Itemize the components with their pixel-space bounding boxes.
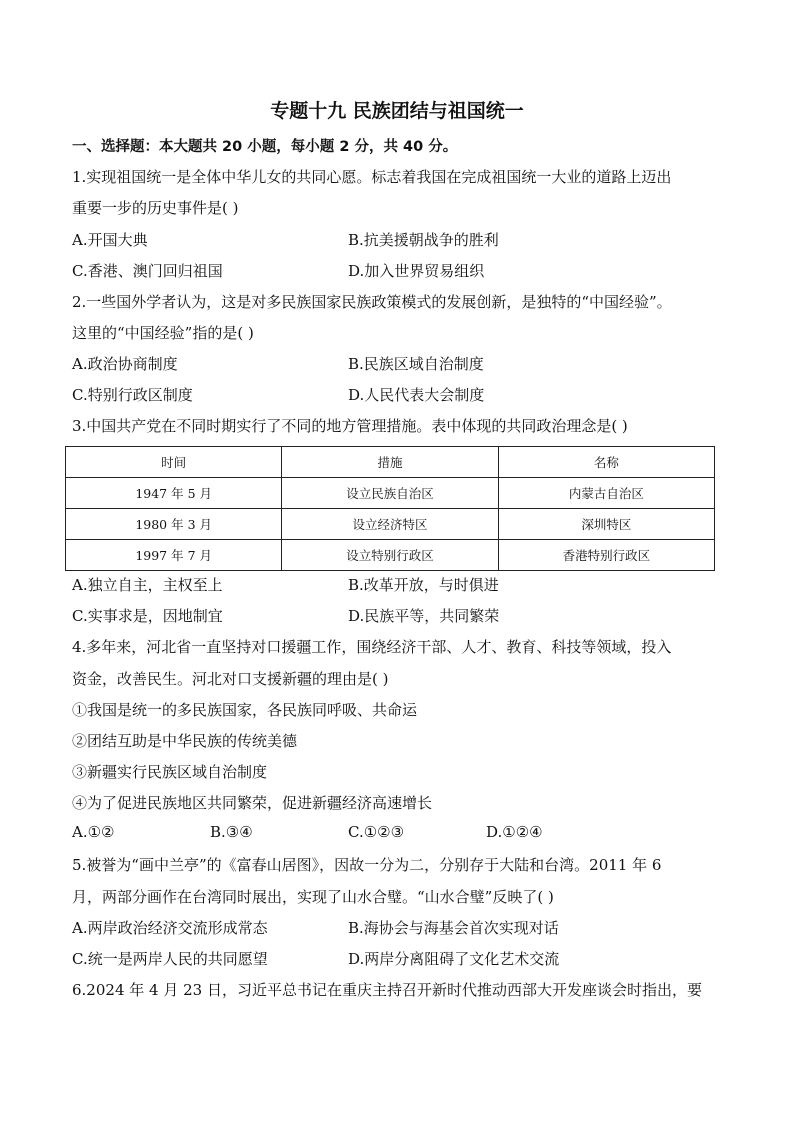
table-header-cell: 措施 <box>282 447 498 478</box>
question-2-option-b: B.民族区域自治制度 <box>348 355 484 373</box>
question-4-option-b: B.③④ <box>210 823 253 841</box>
question-3-option-b: B.改革开放，与时俱进 <box>348 576 499 594</box>
question-3-line-1: 3.中国共产党在不同时期实行了不同的地方管理措施。表中体现的共同政治理念是( ) <box>72 417 628 435</box>
question-5-option-c: C.统一是两岸人民的共同愿望 <box>72 950 268 968</box>
question-5-option-a: A.两岸政治经济交流形成常态 <box>72 919 268 937</box>
table-cell: 深圳特区 <box>498 509 714 540</box>
question-1-line-2: 重要一步的历史事件是( ) <box>72 199 239 217</box>
page-title: 专题十九 民族团结与祖国统一 <box>270 100 524 122</box>
question-3-table <box>65 446 715 571</box>
question-1-option-d: D.加入世界贸易组织 <box>348 262 485 280</box>
question-1-option-b: B.抗美援朝战争的胜利 <box>348 231 499 249</box>
table-cell: 1997 年 7 月 <box>66 540 282 571</box>
question-2-option-a: A.政治协商制度 <box>72 355 178 373</box>
question-3-option-a: A.独立自主，主权至上 <box>72 576 223 594</box>
question-4-statement-2: ②团结互助是中华民族的传统美德 <box>72 732 298 750</box>
question-2-line-1: 2.一些国外学者认为，这是对多民族国家民族政策模式的发展创新，是独特的“中国经验”。 <box>72 293 672 311</box>
question-4-line-2: 资金，改善民生。河北对口支援新疆的理由是( ) <box>72 670 389 688</box>
table-row <box>66 540 715 571</box>
question-5-option-d: D.两岸分离阻碍了文化艺术交流 <box>348 950 560 968</box>
table-header-row <box>66 447 715 478</box>
question-1-option-c: C.香港、澳门回归祖国 <box>72 262 223 280</box>
question-4-statement-1: ①我国是统一的多民族国家，各民族同呼吸、共命运 <box>72 701 418 719</box>
table-cell: 设立民族自治区 <box>282 478 498 509</box>
question-4-option-a: A.①② <box>72 823 115 841</box>
question-2-line-2: 这里的“中国经验”指的是( ) <box>72 324 254 342</box>
table-header-cell: 名称 <box>498 447 714 478</box>
question-4-line-1: 4.多年来，河北省一直坚持对口援疆工作，围绕经济干部、人才、教育、科技等领域，投入 <box>72 638 672 656</box>
question-2-option-c: C.特别行政区制度 <box>72 386 193 404</box>
question-5-line-1: 5.被誉为“画中兰亭”的《富春山居图》，因故一分为二，分别存于大陆和台湾。2011 年 6 <box>72 856 662 874</box>
table-cell: 内蒙古自治区 <box>498 478 714 509</box>
question-4-option-d: D.①②④ <box>486 823 543 841</box>
table-cell: 设立特别行政区 <box>282 540 498 571</box>
table-cell: 香港特别行政区 <box>498 540 714 571</box>
question-1-option-a: A.开国大典 <box>72 231 148 249</box>
question-4-statement-4: ④为了促进民族地区共同繁荣，促进新疆经济高速增长 <box>72 794 433 812</box>
question-2-option-d: D.人民代表大会制度 <box>348 386 485 404</box>
question-5-line-2: 月，两部分画作在台湾同时展出，实现了山水合璧。“山水合璧”反映了( ) <box>72 888 554 906</box>
question-3-option-c: C.实事求是，因地制宜 <box>72 607 223 625</box>
question-4-statement-3: ③新疆实行民族区域自治制度 <box>72 763 268 781</box>
section-header: 一、选择题：本大题共 20 小题，每小题 2 分，共 40 分。 <box>72 139 458 155</box>
question-4-option-c: C.①②③ <box>348 823 405 841</box>
table-header-cell: 时间 <box>66 447 282 478</box>
table-row <box>66 509 715 540</box>
question-1-line-1: 1.实现祖国统一是全体中华儿女的共同心愿。标志着我国在完成祖国统一大业的道路上迈出 <box>72 168 672 186</box>
question-6-line-1: 6.2024 年 4 月 23 日，习近平总书记在重庆主持召开新时代推动西部大开发座谈会时指出，要 <box>72 981 702 999</box>
table-cell: 1947 年 5 月 <box>66 478 282 509</box>
question-3-option-d: D.民族平等，共同繁荣 <box>348 607 500 625</box>
table-cell: 设立经济特区 <box>282 509 498 540</box>
table-row <box>66 478 715 509</box>
table-cell: 1980 年 3 月 <box>66 509 282 540</box>
question-5-option-b: B.海协会与海基会首次实现对话 <box>348 919 559 937</box>
